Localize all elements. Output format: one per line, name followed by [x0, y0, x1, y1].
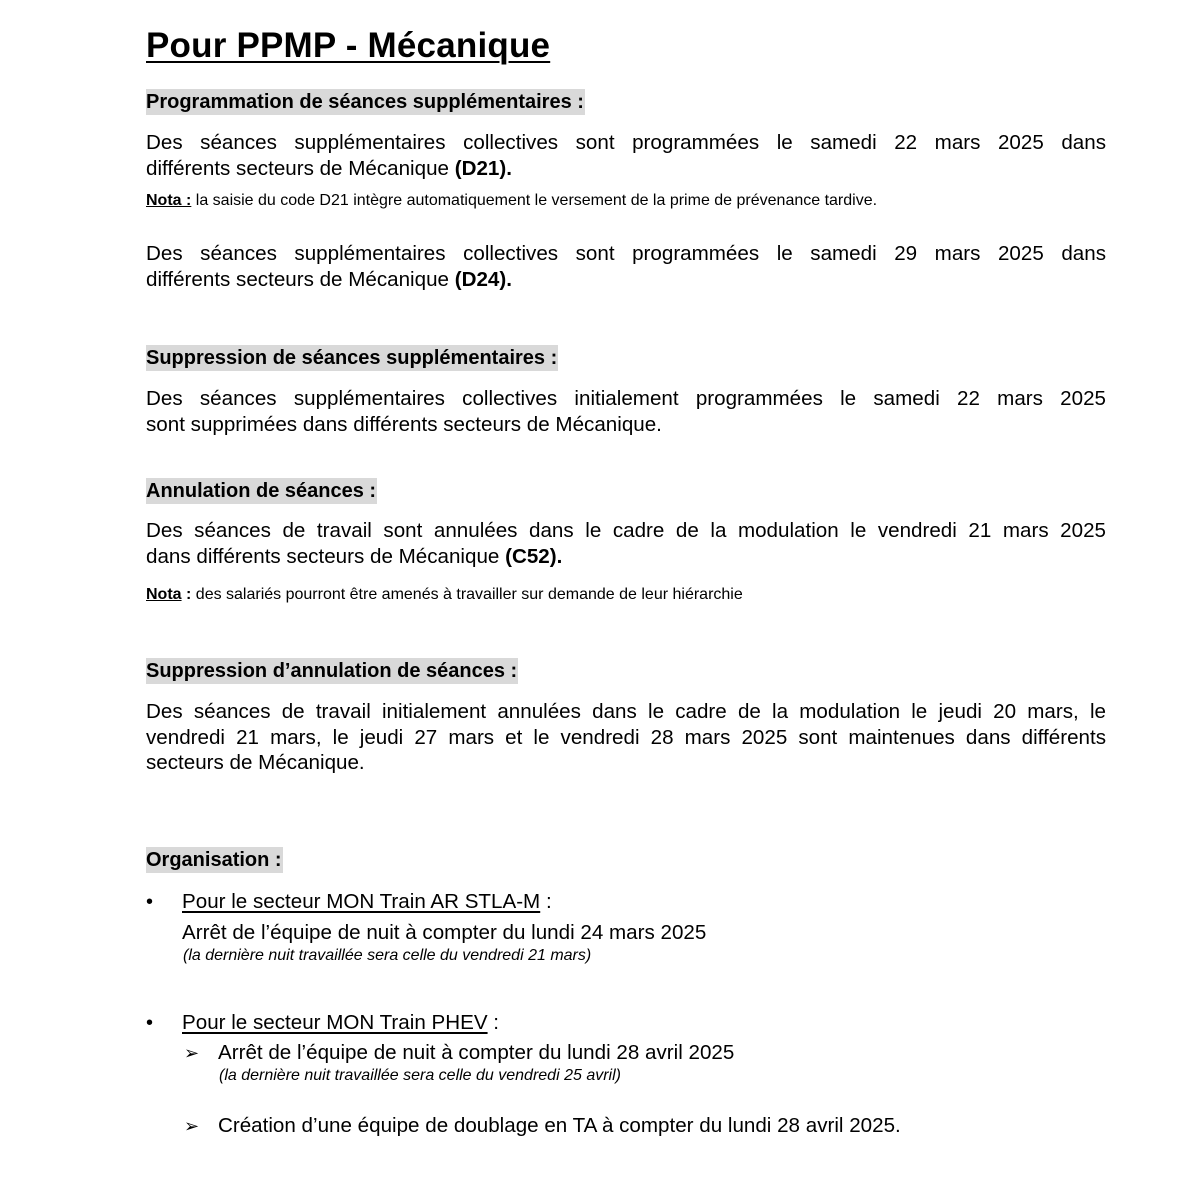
note-label: Nota :	[146, 192, 192, 209]
list-item-note: (la dernière nuit travaillée sera celle du vendredi 21 mars)	[183, 947, 592, 964]
note-label: Nota	[146, 586, 182, 603]
bullet-icon: •	[146, 891, 154, 913]
code-c52: (C52).	[505, 544, 563, 568]
list-subitem-detail: Arrêt de l’équipe de nuit à compter du lundi 28 avril 2025	[218, 1041, 735, 1064]
paragraph-programmation-1	[146, 130, 1106, 181]
heading-suppression: Suppression de séances supplémentaires :	[146, 347, 558, 369]
list-subitem-detail: Création d’une équipe de doublage en TA à compter du lundi 28 avril 2025.	[218, 1114, 901, 1137]
sector-suffix: :	[487, 1011, 500, 1034]
note-separator: :	[181, 586, 192, 603]
paragraph-suppression	[146, 386, 1106, 437]
paragraph-suppression-annulation	[146, 699, 1106, 776]
list-item-title	[182, 889, 552, 915]
paragraph-line: secteurs de Mécanique.	[146, 751, 365, 774]
page-title: Pour PPMP - Mécanique	[146, 26, 551, 65]
paragraph-line: vendredi 21 mars, le jeudi 27 mars et le vendredi 28 mars 2025 sont maintenues dans différents	[146, 725, 1106, 749]
note-hierarchie	[146, 585, 743, 605]
paragraph-line: Des séances de travail initialement annulées dans le cadre de la modulation le jeudi 20 mars, le	[146, 700, 1106, 723]
list-item-title	[182, 1010, 499, 1036]
paragraph-line	[146, 267, 1106, 293]
heading-programmation: Programmation de séances supplémentaires :	[146, 91, 584, 113]
paragraph-line	[146, 544, 1106, 570]
paragraph-annulation	[146, 518, 1106, 569]
list-subitem-note: (la dernière nuit travaillée sera celle du vendredi 25 avril)	[219, 1067, 621, 1084]
paragraph-line: Des séances de travail sont annulées dans le cadre de la modulation le vendredi 21 mars 2025	[146, 519, 1106, 542]
paragraph-line: Des séances supplémentaires collectives initialement programmées le samedi 22 mars 2025	[146, 387, 1106, 410]
heading-organisation: Organisation :	[146, 849, 282, 871]
list-item	[146, 1010, 1106, 1036]
sector-suffix: :	[540, 890, 552, 913]
paragraph-line	[146, 156, 1106, 182]
paragraph-text: différents secteurs de Mécanique	[146, 156, 455, 180]
heading-annulation: Annulation de séances :	[146, 480, 377, 502]
paragraph-text: différents secteurs de Mécanique	[146, 267, 455, 291]
paragraph-text: dans différents secteurs de Mécanique	[146, 544, 506, 568]
note-d21	[146, 191, 877, 211]
bullet-icon: •	[146, 1012, 154, 1034]
code-d21: (D21).	[454, 156, 512, 180]
code-d24: (D24).	[454, 267, 512, 291]
note-text: des salariés pourront être amenés à travailler sur demande de leur hiérarchie	[191, 586, 743, 603]
sector-label: Pour le secteur MON Train PHEV	[182, 1011, 488, 1034]
note-text: la saisie du code D21 intègre automatiquement le versement de la prime de prévenance tardive.	[191, 192, 878, 209]
heading-suppression-annulation: Suppression d’annulation de séances :	[146, 660, 518, 682]
list-item	[146, 889, 1106, 915]
paragraph-line: Des séances supplémentaires collectives sont programmées le samedi 29 mars 2025 dans	[146, 242, 1106, 265]
paragraph-programmation-2	[146, 241, 1106, 292]
arrow-bullet-icon: ➢	[184, 1043, 200, 1063]
arrow-bullet-icon: ➢	[184, 1116, 200, 1136]
sector-label: Pour le secteur MON Train AR STLA-M	[182, 890, 541, 913]
paragraph-line: sont supprimées dans différents secteurs de Mécanique.	[146, 412, 662, 436]
list-item-detail: Arrêt de l’équipe de nuit à compter du lundi 24 mars 2025	[182, 921, 707, 944]
paragraph-line: Des séances supplémentaires collectives sont programmées le samedi 22 mars 2025 dans	[146, 131, 1106, 154]
